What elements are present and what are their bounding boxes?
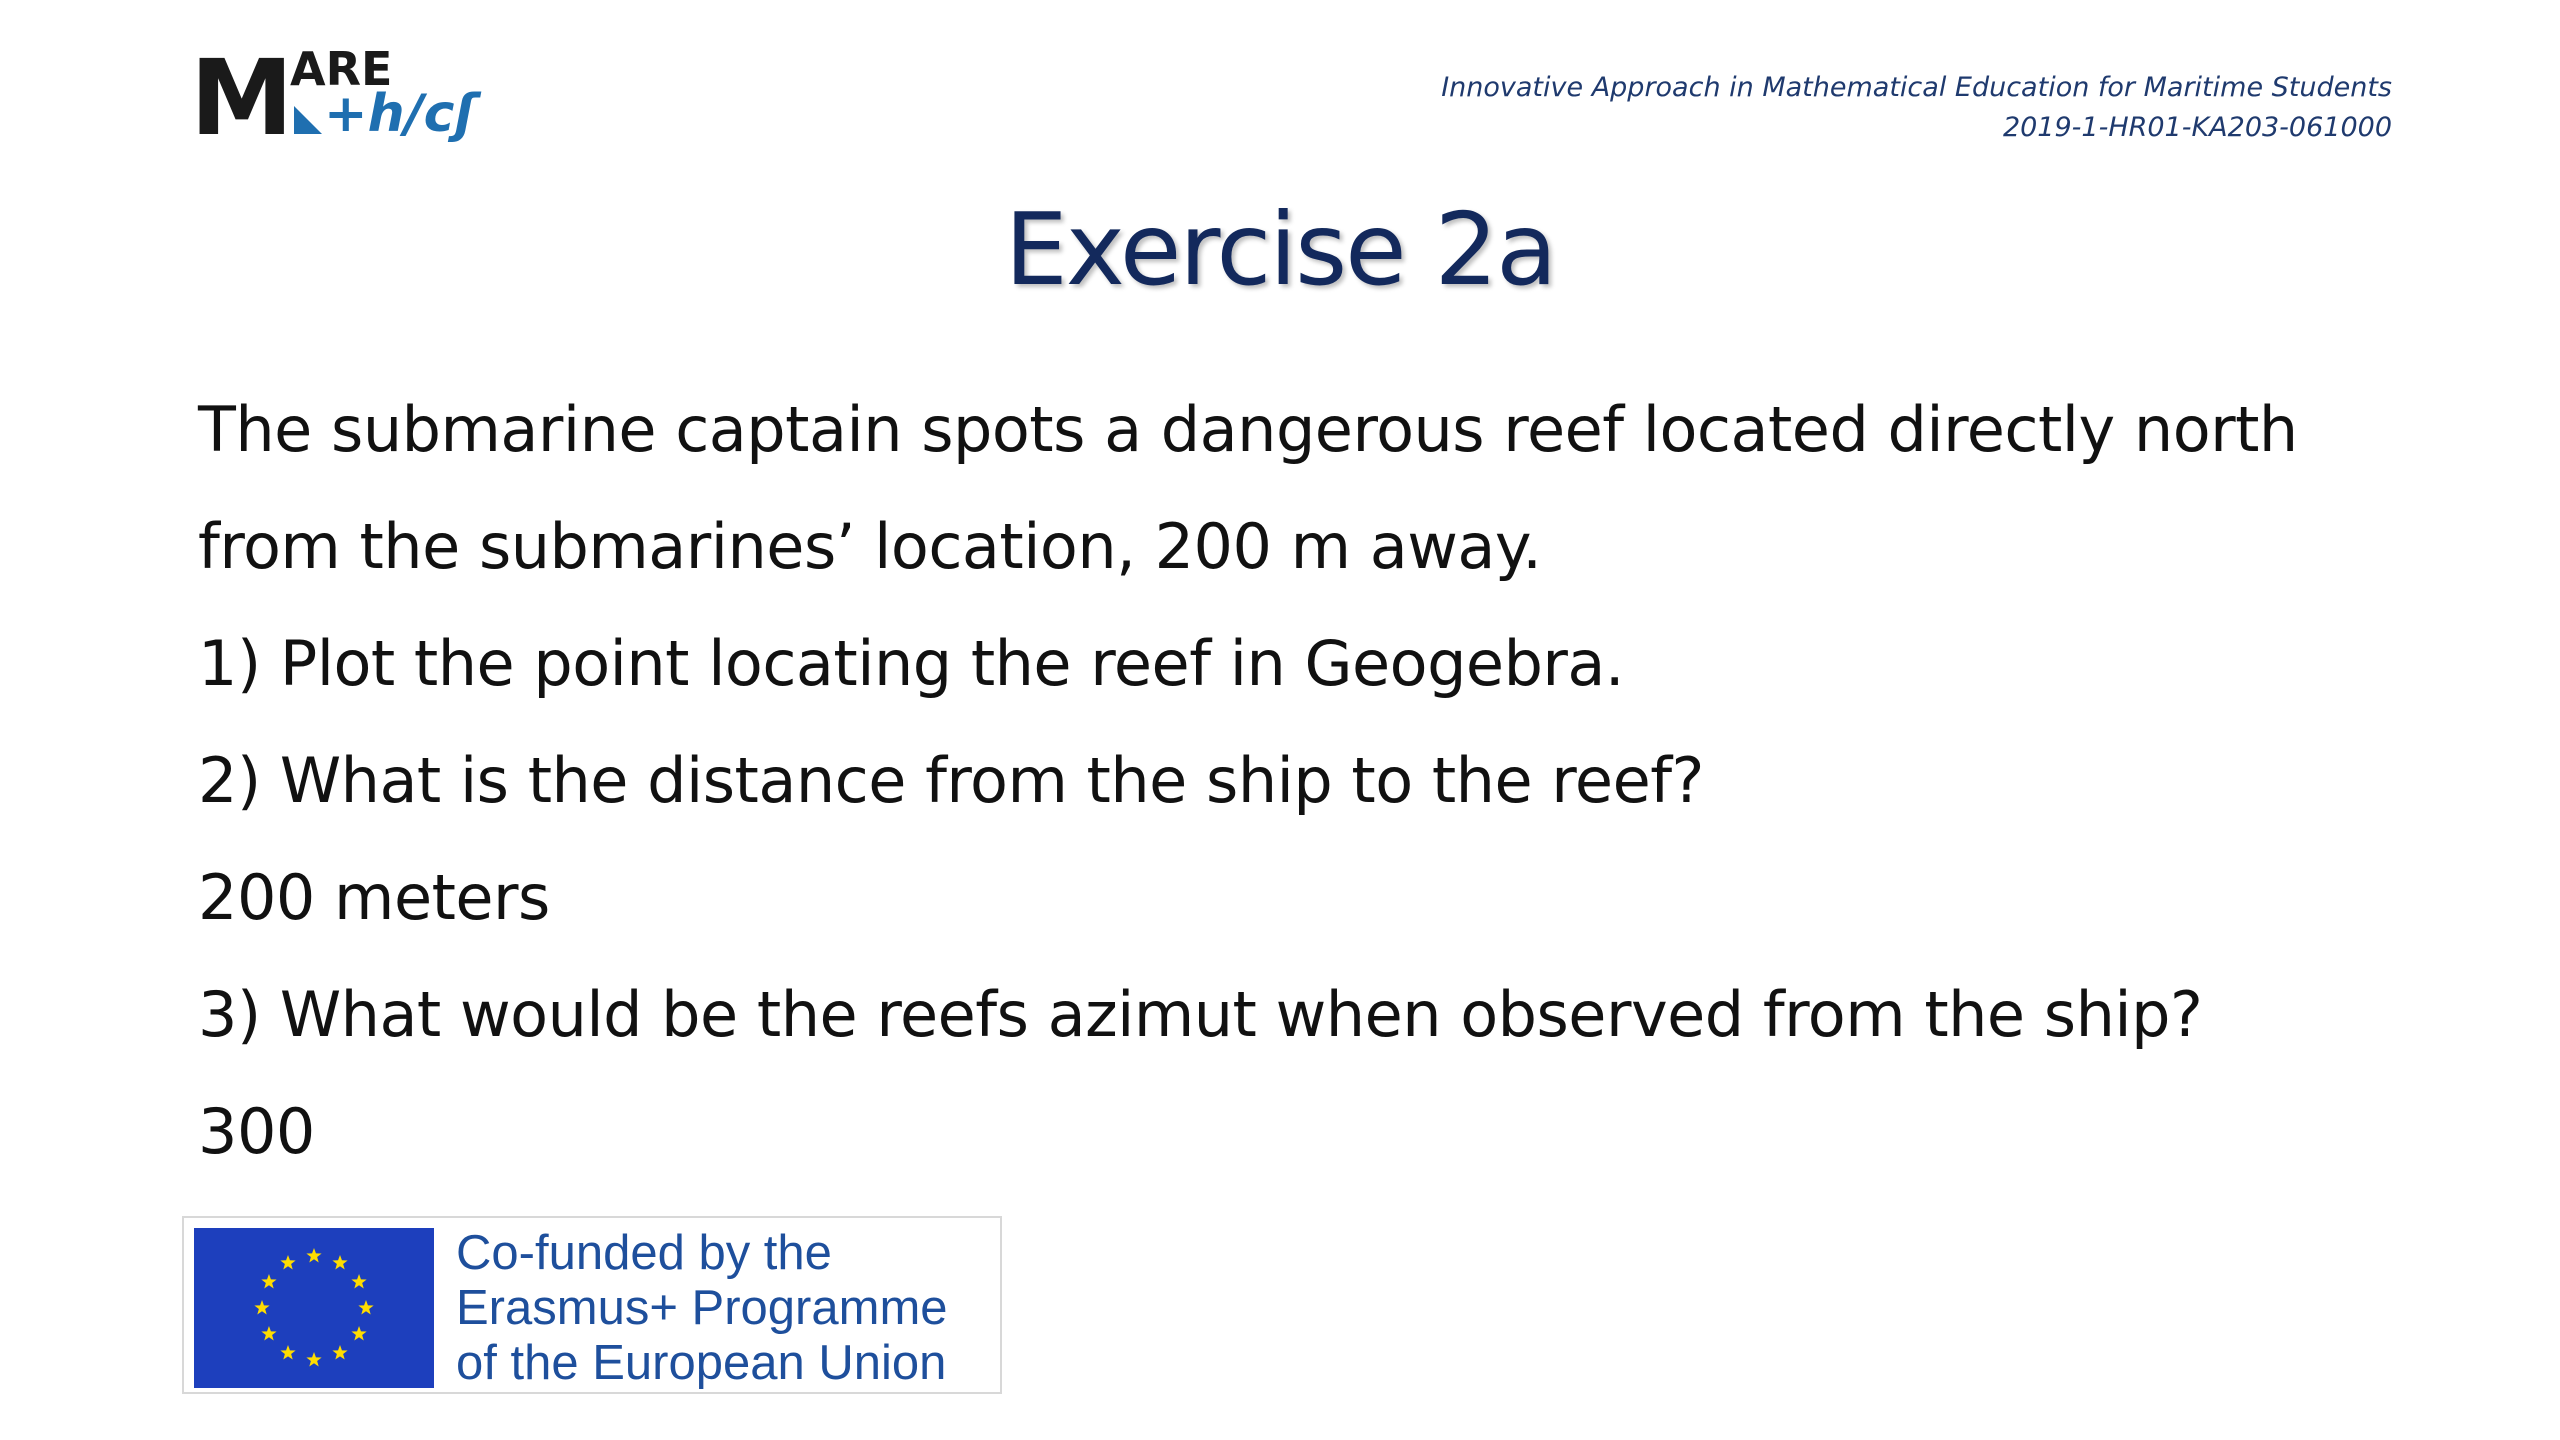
body-line: 2) What is the distance from the ship to the reef? [198,744,1704,817]
body-line: 300 [198,1095,315,1168]
eu-cofunding-banner [182,1216,1002,1394]
eu-flag-icon [194,1228,434,1388]
body-line: 200 meters [198,861,550,934]
exercise-body [198,385,2398,1204]
project-info [1441,68,2392,148]
logo-bottom-text: +h/cʃ [324,84,476,144]
body-line: 3) What would be the reefs azimut when observed from the ship? [198,978,2203,1051]
eu-text-line2: Erasmus+ Programme [456,1281,948,1335]
project-code: 2019-1-HR01-KA203-061000 [2002,112,2392,143]
marematics-logo [190,37,500,159]
logo-big-letter: M [190,37,290,159]
eu-banner-text [456,1226,948,1391]
slide-title: Exercise 2a [1004,191,1556,308]
body-line: 1) Plot the point locating the reef in Geogebra. [198,627,1625,700]
project-title: Innovative Approach in Mathematical Education for Maritime Students [1441,72,2392,103]
body-line: from the submarines’ location, 200 m away. [198,510,1542,583]
body-line: The submarine captain spots a dangerous reef located directly north [198,393,2298,466]
eu-text-line3: of the European Union [456,1336,947,1390]
eu-text-line1: Co-funded by the [456,1226,832,1280]
logo-top-text: ARE [290,42,393,96]
